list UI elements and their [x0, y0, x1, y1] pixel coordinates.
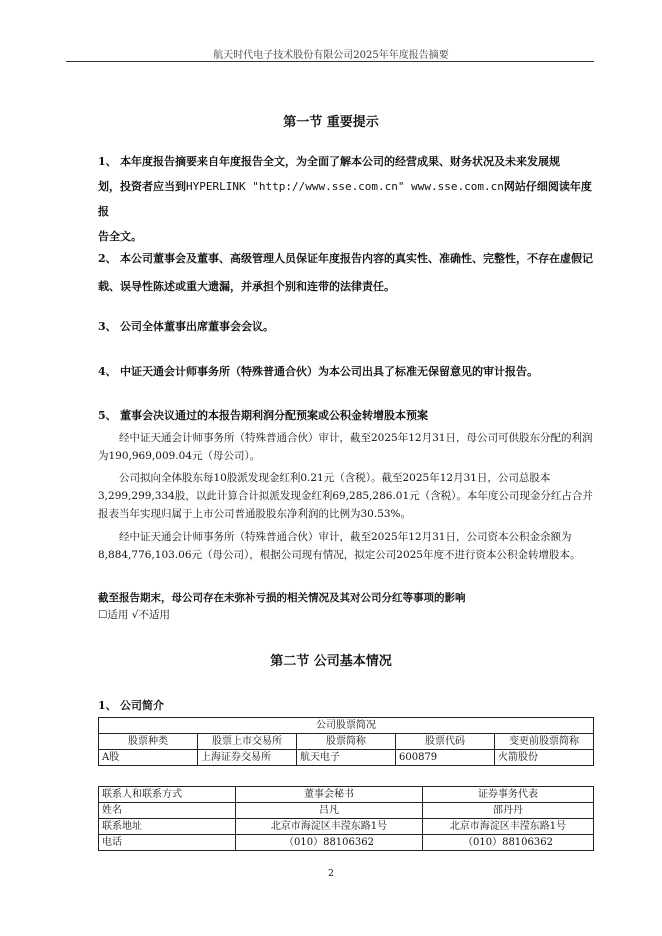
contact-table	[98, 786, 594, 851]
stock-cell: A股	[99, 750, 198, 766]
stock-cell: 600879	[396, 750, 495, 766]
contact-header-representative: 证券事务代表	[423, 787, 594, 803]
page-number: 2	[328, 869, 334, 879]
item-number: 1、	[98, 155, 117, 168]
profit-paragraph-3: 经中证天通会计师事务所（特殊普通合伙）审计，截至2025年12月31日，公司资本公积金余额为8,884,776,103.06元（母公司），根据公司现有情况，拟定公司2025年度不进行资本公积金转增股本。	[98, 531, 581, 561]
item-number: 2、	[98, 252, 117, 265]
contact-label: 联系地址	[99, 819, 236, 835]
item-number: 3、	[98, 320, 117, 333]
profit-paragraph-2: 公司拟向全体股东每10股派发现金红利0.21元（含税）。截至2025年12月31日，公司总股本3,299,299,334股，以此计算合计拟派发现金红利69,285,286.01元（含税）。本年度公司现金分红占合并报表当年实现归属于上市公司普通股股东净利润的比例为30.53%。	[98, 472, 593, 520]
stock-cell: 上海证券交易所	[198, 750, 297, 766]
section-1-title: 第一节 重要提示	[283, 115, 379, 130]
stock-cell: 航天电子	[297, 750, 396, 766]
item-text: 划，投资者应当到	[98, 180, 186, 193]
table-row	[99, 803, 594, 819]
table-row	[99, 835, 594, 851]
stock-cell: 火箭股份	[495, 750, 594, 766]
item-text: 董事会决议通过的本报告期利润分配预案或公积金转增股本预案	[120, 409, 428, 422]
contact-header-secretary: 董事会秘书	[236, 787, 423, 803]
sse-hyperlink[interactable]: HYPERLINK "http://www.sse.com.cn" www.sse.com.cn	[186, 180, 504, 193]
item-text: 告全文。	[98, 230, 142, 243]
deficit-options: ☐适用 √不适用	[98, 609, 170, 621]
contact-header-label: 联系人和联系方式	[99, 787, 236, 803]
notice-item-2	[98, 245, 594, 301]
contact-cell: 北京市海淀区丰滢东路1号	[423, 819, 594, 835]
page-header: 航天时代电子技术股份有限公司2025年年度报告摘要	[213, 50, 449, 61]
item-number: 5、	[98, 409, 117, 422]
item-number: 4、	[98, 365, 117, 378]
notice-item-3	[98, 314, 594, 339]
notice-item-5	[98, 403, 594, 428]
contact-cell: 吕凡	[236, 803, 423, 819]
stock-table	[98, 717, 594, 766]
item-text: 本公司董事会及董事、高级管理人员保证年度报告内容的真实性、准确性、完整性，不存在虚假记载、误导性陈述或重大遗漏，并承担个别和连带的法律责任。	[98, 252, 593, 293]
stock-header-exchange: 股票上市交易所	[198, 734, 297, 750]
contact-cell: 北京市海淀区丰滢东路1号	[236, 819, 423, 835]
item-text: 中证天通会计师事务所（特殊普通合伙）为本公司出具了标准无保留意见的审计报告。	[120, 365, 538, 378]
stock-header-type: 股票种类	[99, 734, 198, 750]
contact-label: 电话	[99, 835, 236, 851]
item-text: 本年度报告摘要来自年度报告全文，为全面了解本公司的经营成果、财务状况及未来发展规	[120, 155, 560, 168]
header-divider	[66, 61, 594, 62]
section-2-title: 第二节 公司基本情况	[270, 654, 392, 669]
stock-header-former-name: 变更前股票简称	[495, 734, 594, 750]
contact-cell: （010）88106362	[423, 835, 594, 851]
subheading-text: 公司简介	[120, 699, 164, 712]
item-number: 1、	[98, 699, 117, 712]
notice-item-1	[98, 149, 594, 249]
company-profile-heading	[98, 697, 164, 713]
table-row	[99, 819, 594, 835]
contact-cell: （010）88106362	[236, 835, 423, 851]
item-text: 网站仔细阅读年度报	[98, 180, 592, 218]
notice-item-4	[98, 359, 594, 384]
deficit-heading: 截至报告期末，母公司存在未弥补亏损的相关情况及其对公司分红等事项的影响	[98, 592, 466, 604]
stock-header-name: 股票简称	[297, 734, 396, 750]
contact-cell: 邵丹丹	[423, 803, 594, 819]
profit-paragraph-1: 经中证天通会计师事务所（特殊普通合伙）审计，截至2025年12月31日，母公司可供股东分配的利润为190,969,009.04元（母公司）。	[98, 432, 593, 462]
stock-header-code: 股票代码	[396, 734, 495, 750]
item-text: 公司全体董事出席董事会会议。	[120, 320, 274, 333]
contact-label: 姓名	[99, 803, 236, 819]
table-row	[99, 750, 594, 766]
stock-table-caption: 公司股票简况	[99, 718, 594, 734]
